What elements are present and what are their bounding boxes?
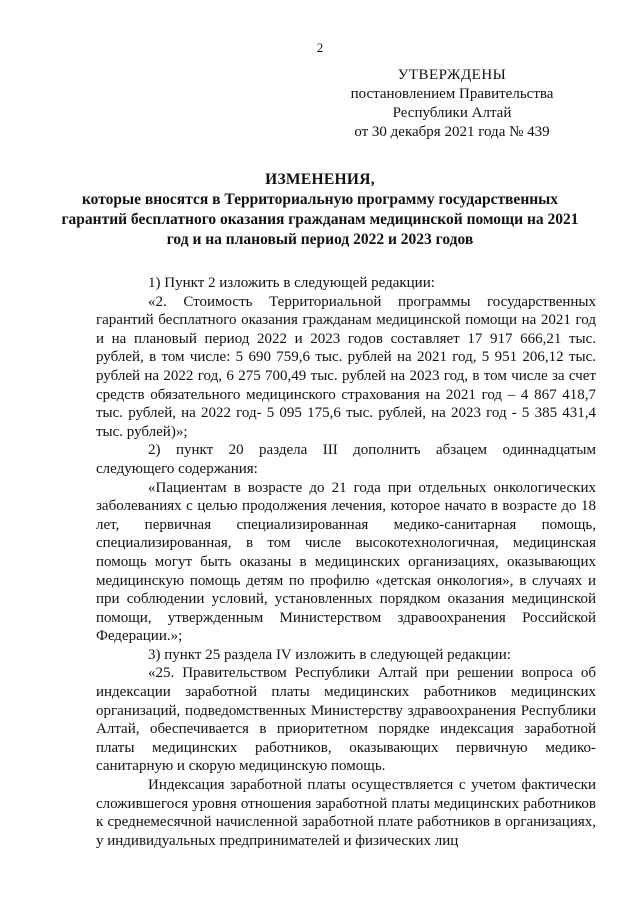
approval-date: от 30 декабря 2021 года № 439 [354, 124, 550, 140]
document-body [96, 274, 596, 850]
paragraph: «2. Стоимость Территориальной программы государственных гарантий бесплатного оказания гражданам медицинской помощи на 2021 год и на плановый период 2022 и 2023 годов составляет 17 917 666,21 тыс. рублей, в том числе: 5 690 759,6 тыс. рублей на 2021 год, 5 951 206,12 тыс. рублей на 2022 год, 6 275 700,49 тыс. рублей на 2023 год, в том числе за счет средств обязательного медицинского страхования на 2021 год – 4 867 418,7 тыс. рублей, на 2022 год- 5 095 175,6 тыс. рублей, на 2023 год - 5 385 431,4 тыс. рублей)»; [96, 293, 596, 440]
paragraph: «25. Правительством Республики Алтай при решении вопроса об индексации заработной платы медицинских работников медицинских организаций, подведомственных Министерству здравоохранения Республики Алтай, обеспечивается в приоритетном порядке индексация заработной платы медицинских работников, оказывающих первичную медико-санитарную и скорую медицинскую помощь. [96, 665, 596, 775]
approval-line: постановлением Правительства [350, 86, 554, 102]
paragraph: 2) пункт 20 раздела III дополнить абзацем одиннадцатым следующего содержания: [96, 442, 596, 477]
title-subtitle: которые вносятся в Территориальную программу государственных гарантий бесплатного оказания гражданам медицинской помощи на 2021 год и на плановый период 2022 и 2023 годов [61, 191, 579, 248]
paragraph: 1) Пункт 2 изложить в следующей редакции: [148, 275, 435, 291]
approval-line: Республики Алтай [392, 105, 512, 121]
approval-heading: УТВЕРЖДЕНЫ [397, 67, 507, 83]
paragraph: Индексация заработной платы осуществляется с учетом фактически сложившегося уровня отношения заработной платы медицинских работников к среднемесячной начисленной заработной плате работников в организациях, у индивидуальных предпринимателей и физических лиц [96, 777, 596, 849]
title-heading: ИЗМЕНЕНИЯ, [265, 171, 375, 188]
paragraph: 3) пункт 25 раздела IV изложить в следующей редакции: [148, 646, 511, 663]
approval-stamp [322, 66, 582, 142]
document-title [60, 170, 580, 250]
paragraph: «Пациентам в возрасте до 21 года при отдельных онкологических заболеваниях с целью продолжения лечения, которое начато в возрасте до 18 лет, первичная специализированная медико-санитарная помощь, специализированная, в том числе высокотехнологичная, медицинская помощь могут быть оказаны в медицинских организациях, оказывающих медицинскую помощь детям по профилю «детская онкология», в случаях и при соблюдении условий, установленных порядком оказания медицинской помощи, утвержденным Министерством здравоохранения Российской Федерации.»; [96, 479, 596, 645]
page-number: 2 [316, 40, 324, 55]
